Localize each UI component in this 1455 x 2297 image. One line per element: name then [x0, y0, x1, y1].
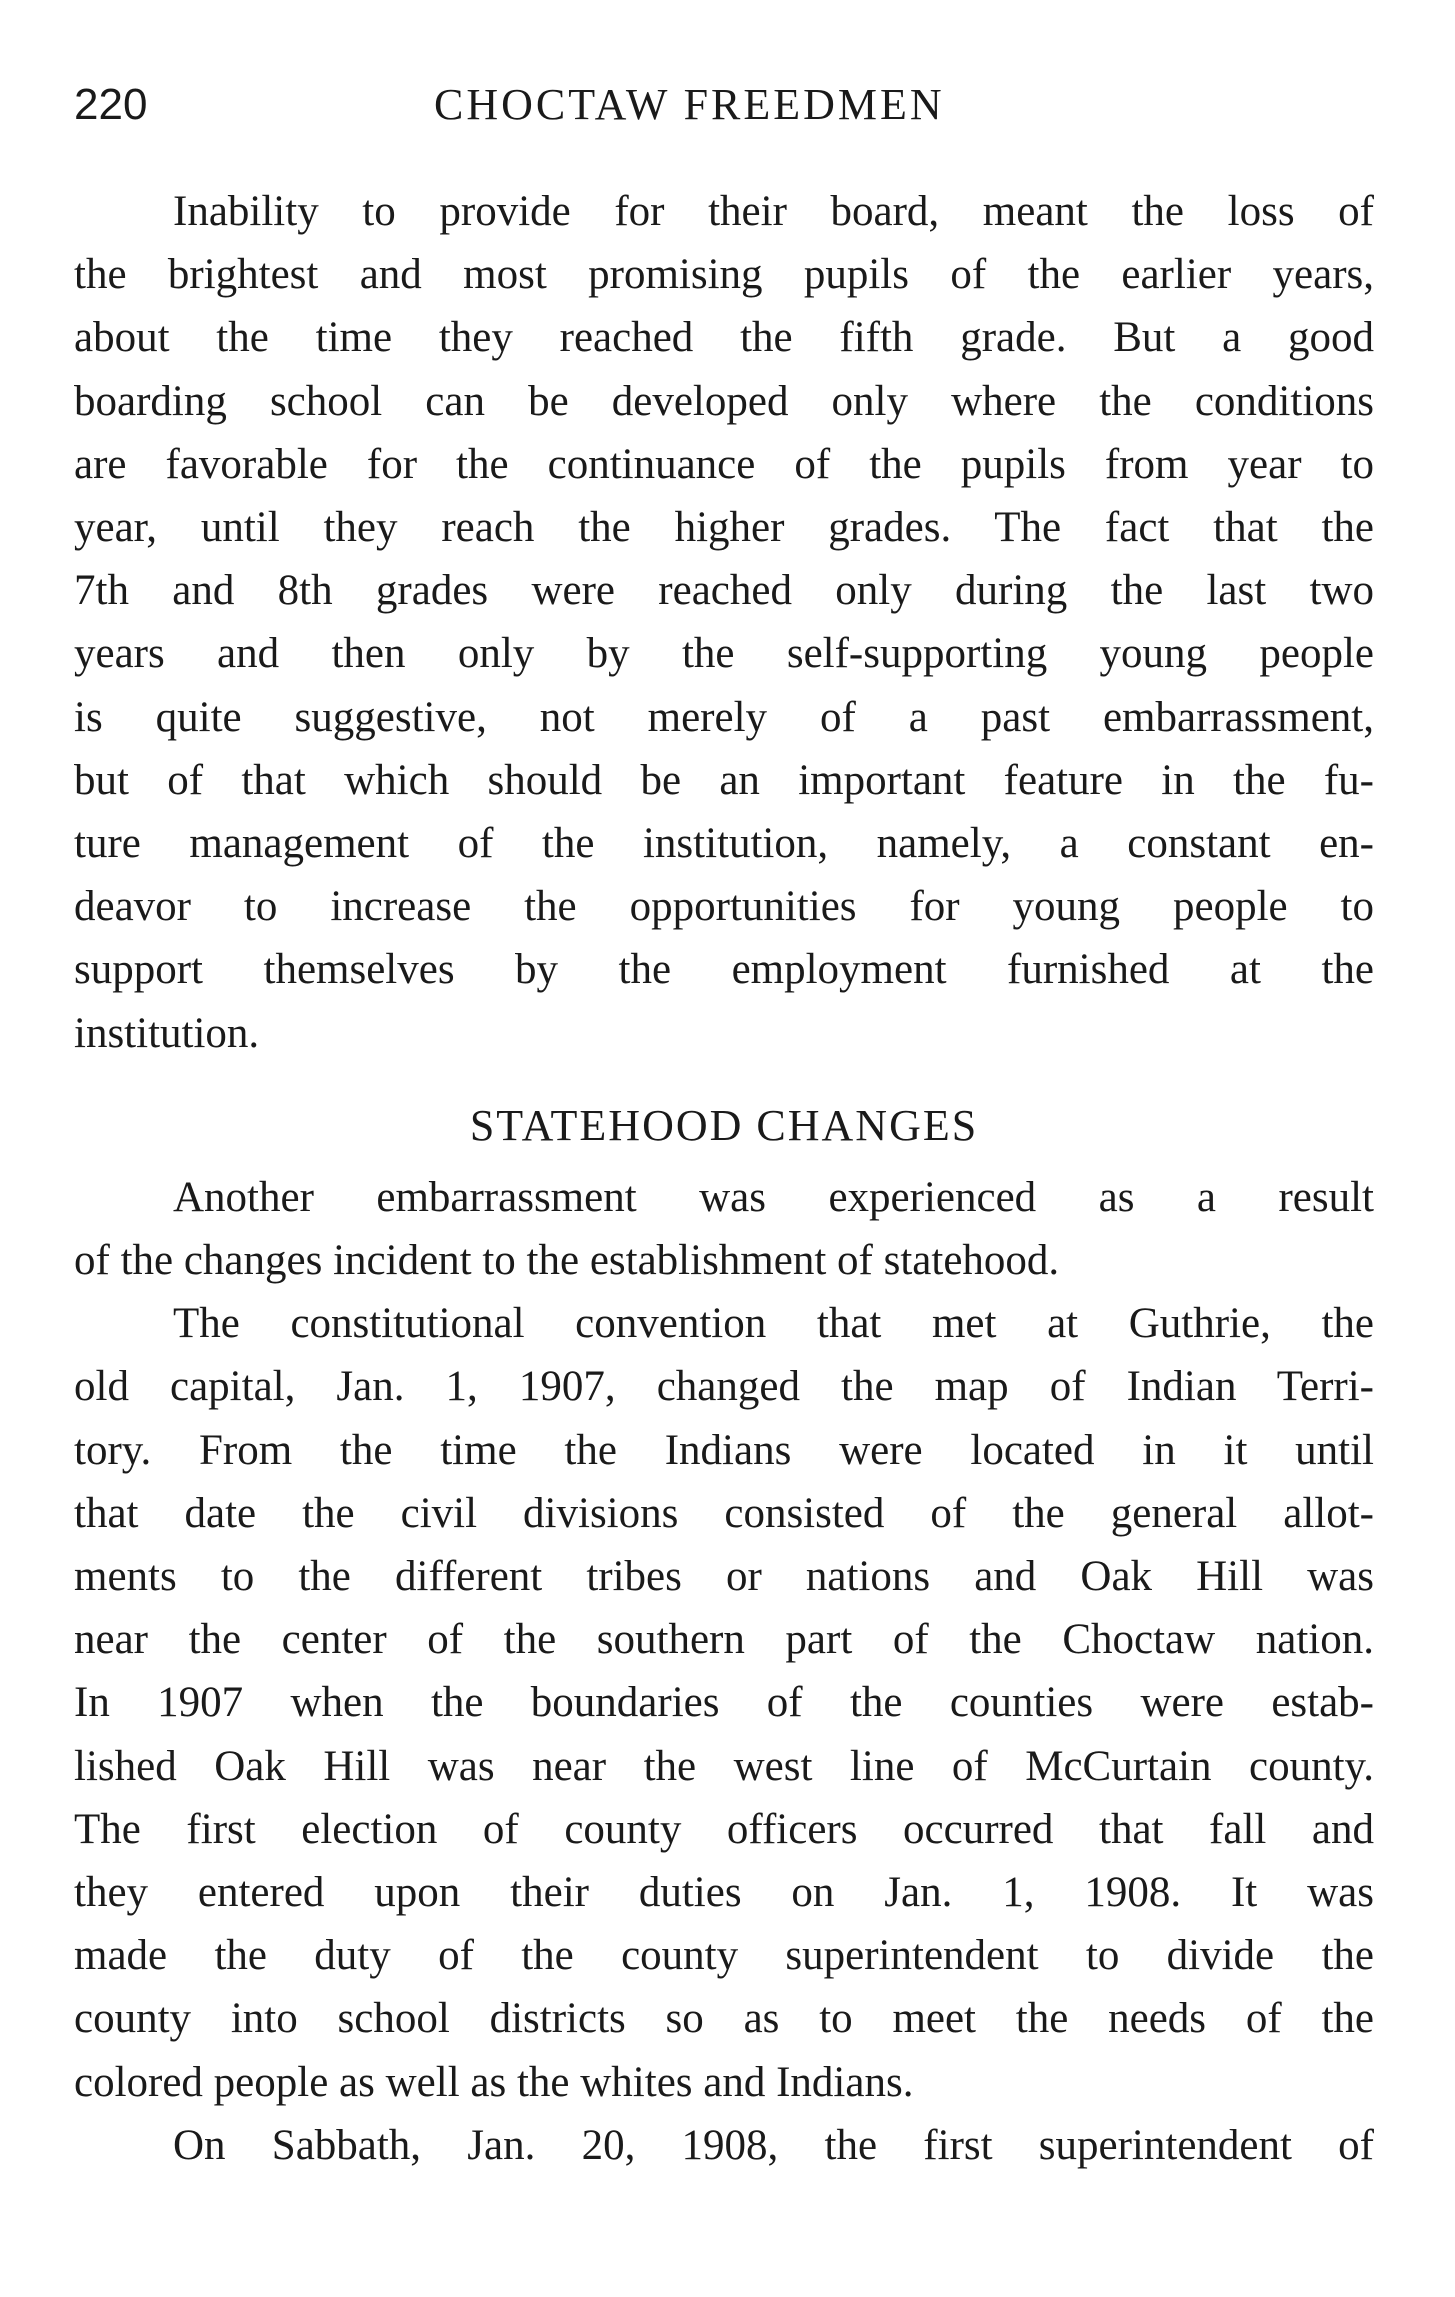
text-line: The first election of county officers occurred that fall and [74, 1805, 1374, 1853]
text-line: institution. [74, 1009, 260, 1057]
text-line: of the changes incident to the establishment of statehood. [74, 1237, 1060, 1285]
paragraph-constitutional-convention [74, 1292, 1374, 2114]
text-line: colored people as well as the whites and Indians. [74, 2058, 914, 2106]
text-line: near the center of the southern part of the Choctaw nation. [74, 1616, 1374, 1664]
paragraph-another-embarrassment [74, 1166, 1374, 1292]
text-line: 7th and 8th grades were reached only during the last two [74, 567, 1374, 615]
text-line: The constitutional convention that met at Guthrie, the [173, 1300, 1374, 1348]
paragraph-sabbath [74, 2114, 1374, 2177]
body-text [74, 180, 1374, 2177]
text-line: years and then only by the self-supporting young people [74, 630, 1374, 678]
text-line: lished Oak Hill was near the west line of McCurtain county. [74, 1742, 1374, 1790]
section-heading: STATEHOOD CHANGES [469, 1100, 979, 1150]
text-line: Inability to provide for their board, meant the loss of [173, 188, 1374, 235]
text-line: year, until they reach the higher grades. The fact that the [74, 504, 1374, 552]
text-line: Another embarrassment was experienced as a result [173, 1173, 1374, 1221]
text-line: they entered upon their duties on Jan. 1, 1908. It was [74, 1869, 1374, 1917]
text-line: boarding school can be developed only where the conditions [74, 377, 1374, 425]
paragraph-board-inability [74, 180, 1374, 1065]
text-line: On Sabbath, Jan. 20, 1908, the first superintendent of [173, 2121, 1374, 2169]
text-line: deavor to increase the opportunities for young people to [74, 883, 1374, 931]
text-line: tory. From the time the Indians were located in it until [74, 1426, 1374, 1474]
text-line: ture management of the institution, namely, a constant en- [74, 820, 1374, 868]
text-line: is quite suggestive, not merely of a past embarrassment, [74, 693, 1374, 741]
document-page [74, 70, 1374, 2177]
text-line: are favorable for the continuance of the pupils from year to [74, 440, 1374, 488]
text-line: but of that which should be an important feature in the fu- [74, 756, 1374, 804]
text-line: ments to the different tribes or nations and Oak Hill was [74, 1553, 1374, 1601]
running-title: CHOCTAW FREEDMEN [434, 80, 945, 129]
running-header [74, 70, 1374, 140]
text-line: In 1907 when the boundaries of the counties were estab- [74, 1679, 1374, 1727]
text-line: made the duty of the county superintendent to divide the [74, 1932, 1374, 1980]
text-line: that date the civil divisions consisted of the general allot- [74, 1489, 1374, 1537]
text-line: support themselves by the employment furnished at the [74, 946, 1374, 994]
text-line: about the time they reached the fifth grade. But a good [74, 314, 1374, 362]
text-line: county into school districts so as to meet the needs of the [74, 1995, 1374, 2043]
page-number: 220 [74, 80, 148, 129]
text-line: the brightest and most promising pupils of the earlier years, [74, 251, 1374, 299]
text-line: old capital, Jan. 1, 1907, changed the map of Indian Terri- [74, 1363, 1374, 1411]
